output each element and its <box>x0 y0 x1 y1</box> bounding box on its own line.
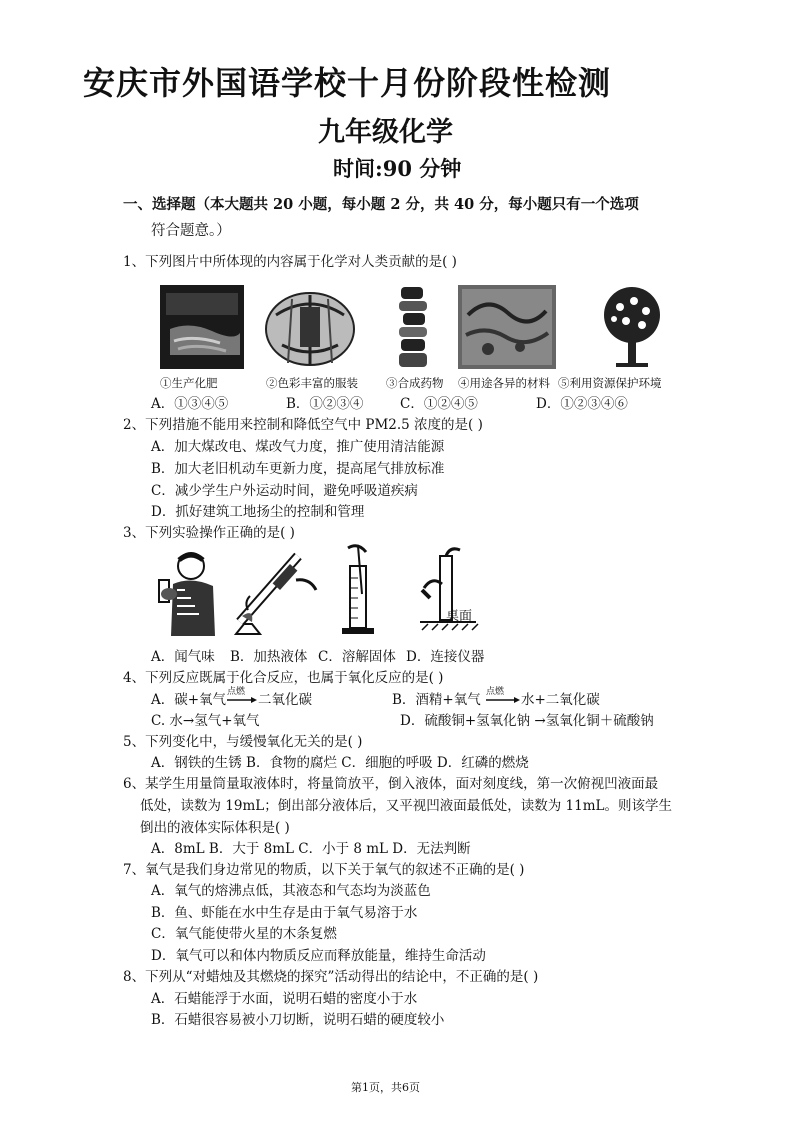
q3-stem: 3、下列实验操作正确的是( ) <box>123 525 295 541</box>
q1-caption-5: ⑤利用资源保护环境 <box>558 376 662 390</box>
q1-stem: 1、下列图片中所体现的内容属于化学对人类贡献的是( ) <box>123 254 457 270</box>
q6-line2: 低处，读数为 19mL；倒出部分液体后，又平视凹液面最低处，读数为 11mL。则该学生 <box>140 798 672 814</box>
q2-option-d: D．抓好建筑工地扬尘的控制和管理 <box>151 504 365 520</box>
q4-a-condition: 点燃 <box>227 687 246 697</box>
q7-option-c: C．氧气能使带火星的木条复燃 <box>151 926 337 942</box>
section-heading <box>123 192 683 244</box>
page-footer: 第1页，共6页 <box>351 1081 420 1094</box>
q2-stem: 2、下列措施不能用来控制和降低空气中 PM2.5 浓度的是( ) <box>123 417 483 433</box>
graduated-cylinder-image <box>340 544 380 636</box>
q3-option-a: A．闻气味 <box>151 649 215 665</box>
q8-stem: 8、下列从“对蜡烛及其燃烧的探究”活动得出的结论中，不正确的是( ) <box>123 969 539 985</box>
exam-title: 安庆市外国语学校十月份阶段性检测 <box>83 64 612 102</box>
q6-line1: 6、某学生用量筒量取液体时，将量筒放平，倒入液体，面对刻度线，第一次俯视凹液面最 <box>123 776 659 792</box>
section-heading-line1: 一、选择题（本大题共 20 小题，每小题 2 分，共 40 分，每小题只有一个选项 <box>123 196 639 213</box>
q8-option-b: B．石蜡很容易被小刀切断，说明石蜡的硬度较小 <box>151 1012 445 1028</box>
q2-option-b: B．加大老旧机动车更新力度，提高尾气排放标准 <box>151 461 445 477</box>
q4-option-a-right: 二氧化碳 <box>258 692 312 708</box>
q4-b-arrow-icon <box>486 697 520 703</box>
q6-options: A．8mL B．大于 8mL C．小于 8 mL D．无法判断 <box>151 841 471 857</box>
q1-option-d: D．①②③④⑥ <box>536 396 628 412</box>
q4-stem: 4、下列反应既属于化合反应，也属于氧化反应的是( ) <box>123 670 444 686</box>
q1-caption-4: ④用途各异的材料 <box>458 376 550 390</box>
fertilizer-image <box>160 285 244 369</box>
q4-option-b-right: 水+二氧化碳 <box>521 692 600 708</box>
q4-option-b-left: B．酒精+氧气 <box>392 692 481 708</box>
materials-image <box>458 285 556 369</box>
q2-option-a: A．加大煤改电、煤改气力度，推广使用清洁能源 <box>151 439 445 455</box>
q5-stem: 5、下列变化中，与缓慢氧化无关的是( ) <box>123 734 363 750</box>
q2-option-c: C．减少学生户外运动时间，避免呼吸道疾病 <box>151 483 418 499</box>
q7-stem: 7、氧气是我们身边常见的物质，以下关于氧气的叙述不正确的是( ) <box>123 862 525 878</box>
q3-option-d: D．连接仪器 <box>406 649 485 665</box>
section-heading-line2: 符合题意。） <box>151 223 231 239</box>
q4-option-c: C. 水→氢气+氧气 <box>151 713 260 729</box>
q7-option-b: B．鱼、虾能在水中生存是由于氧气易溶于水 <box>151 905 418 921</box>
q4-a-arrow-icon <box>227 697 257 703</box>
q1-option-c: C．①②④⑤ <box>400 396 478 412</box>
q6-line3: 倒出的液体实际体积是( ) <box>140 820 290 836</box>
exam-time: 时间:90 分钟 <box>333 156 462 181</box>
q4-option-d: D．硫酸铜+氢氧化钠 →氢氧化铜＋硫酸钠 <box>400 713 654 729</box>
q3-table-label: 桌面 <box>446 609 473 624</box>
q8-option-a: A．石蜡能浮于水面，说明石蜡的密度小于水 <box>151 991 418 1007</box>
q4-option-a-left: A．碳+氧气 <box>151 692 227 708</box>
q5-options: A．钢铁的生锈 B．食物的腐烂 C．细胞的呼吸 D．红磷的燃烧 <box>151 755 529 771</box>
q3-option-b: B．加热液体 <box>230 649 308 665</box>
q1-option-a: A．①③④⑤ <box>151 396 229 412</box>
medicine-image <box>393 285 433 369</box>
environment-tree-image <box>598 285 666 369</box>
q7-option-a: A．氧气的熔沸点低，其液态和气态均为淡蓝色 <box>151 883 431 899</box>
clothing-image <box>262 285 358 369</box>
q7-option-d: D．氧气可以和体内物质反应而释放能量，维持生命活动 <box>151 948 486 964</box>
smell-gas-image <box>155 550 219 636</box>
q1-caption-1: ①生产化肥 <box>160 376 218 390</box>
exam-subtitle: 九年级化学 <box>318 117 453 148</box>
q1-option-b: B．①②③④ <box>286 396 364 412</box>
heat-liquid-image <box>232 550 320 636</box>
q4-b-condition: 点燃 <box>486 687 505 697</box>
q1-caption-2: ②色彩丰富的服装 <box>266 376 358 390</box>
q1-caption-3: ③合成药物 <box>386 376 444 390</box>
q3-option-c: C．溶解固体 <box>318 649 396 665</box>
